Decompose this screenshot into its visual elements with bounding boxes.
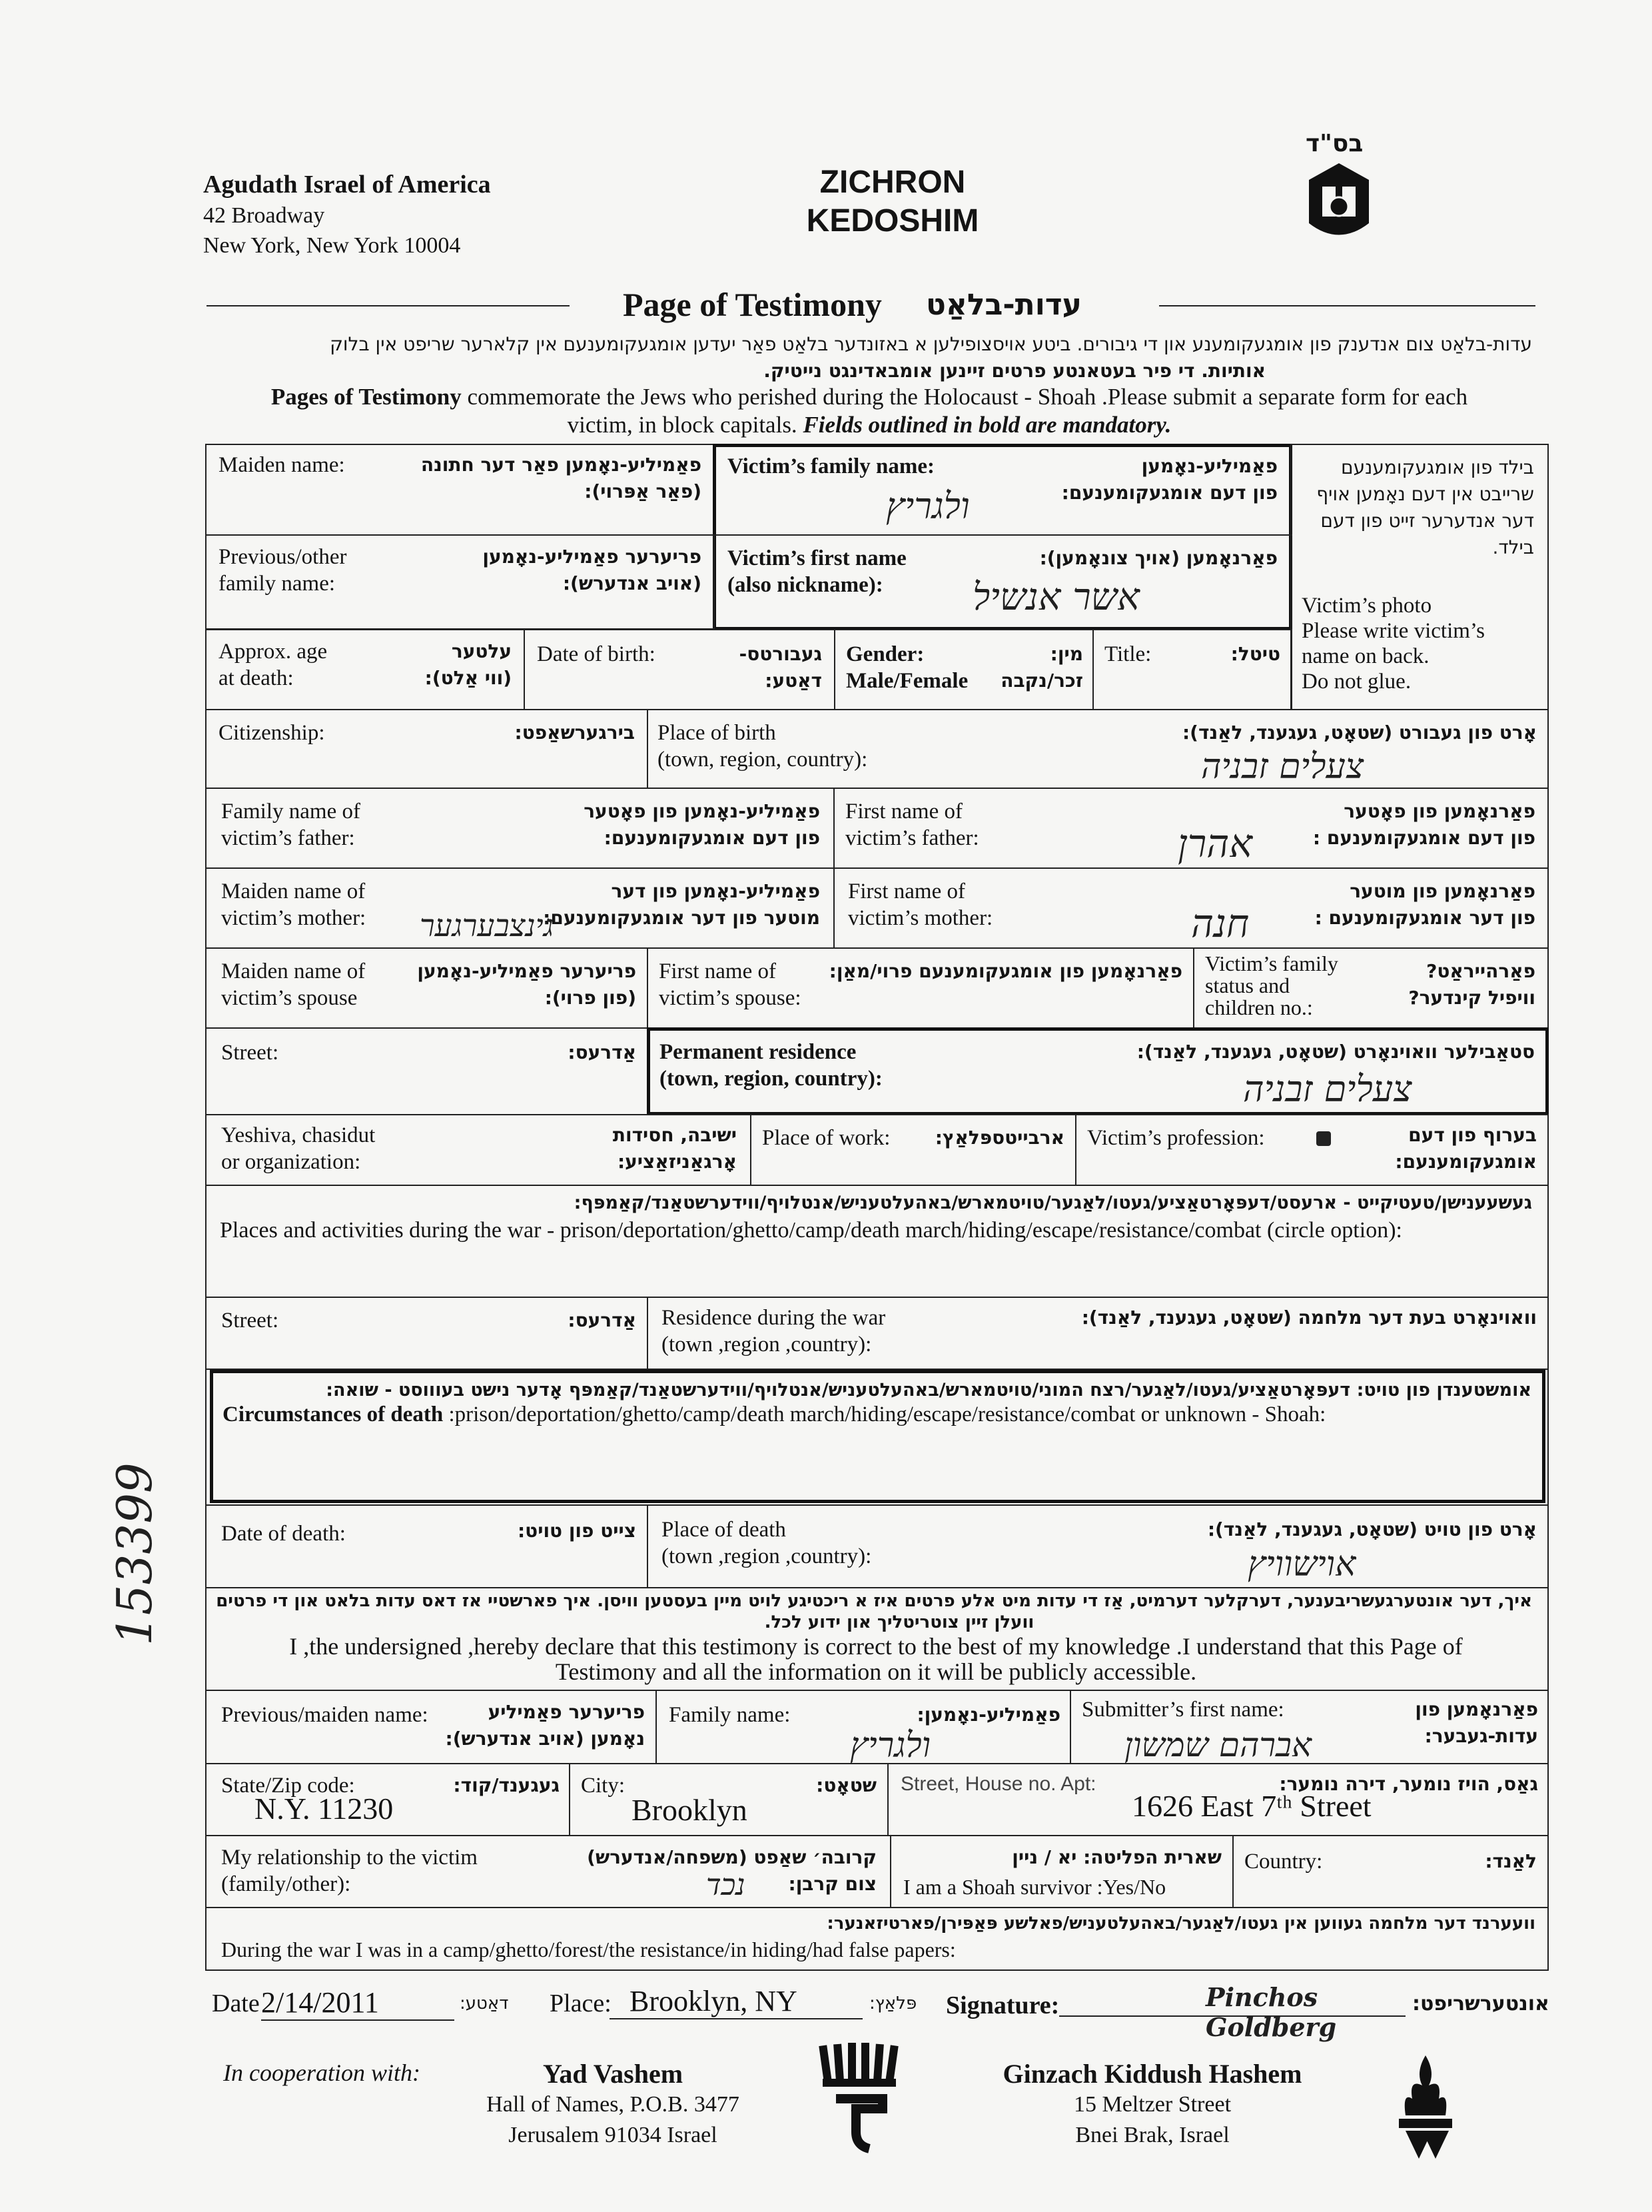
- declaration-hebrew-line1: איך, דער אונטערגעשריבענער, דערקלער דערמיט, אַז די עדות מיט אלע פרטים איז א ריכטיגע לויט מיין בעסטען וויסן. איך פארשטיי אז דאס עדות בלאט און די פרטים: [216, 1591, 1532, 1611]
- relationship-value: נכד: [706, 1868, 745, 1902]
- mother-first-name-value: חנה: [1191, 901, 1250, 946]
- cooperation-label: In cooperation with:: [223, 2059, 420, 2086]
- intro-line2: victim, in block capitals.: [567, 412, 803, 438]
- place-of-death-field[interactable]: Place of death (town ,region ,country): אָרט פון טויט (שטאָט, געגענד, לאַנד): אוישוויץ: [647, 1504, 1549, 1588]
- declaration-text: I ,the undersigned ,hereby declare that this testimony is correct to the best of my knowledge .I understand that this Page of Testimony and all the information on it will be publicly accessible.: [289, 1633, 1463, 1685]
- date-of-birth-field[interactable]: Date of birth: געבורטס- דאַטע:: [524, 629, 835, 710]
- victim-photo-area[interactable]: בילד פון אומגעקומענעם שרייבט אין דעם נאָמען אויף דער אנדערער זייט פון דעם בילד. Victim’s photo Please write victim’s name on back. Do not glue.: [1290, 444, 1549, 710]
- signature-label-hebrew: אונטערשריפט:: [1412, 1992, 1549, 2015]
- signature-line[interactable]: [1059, 1982, 1406, 2042]
- org-address-line2: New York, New York 10004: [203, 233, 461, 258]
- place-of-birth-field[interactable]: Place of birth (town, region, country): אָרט פון געבורט (שטאָט, געגענד, לאַנד): צעלים זבניה: [647, 709, 1549, 789]
- spouse-maiden-name-field[interactable]: Maiden name of victim’s spouse פריערער פאַמיליע-נאָמען (פון פרוי):: [205, 947, 648, 1029]
- submitter-family-name-value: ולגריץ: [850, 1726, 931, 1766]
- family-status-field[interactable]: Victim’s family status and children no.: פאַרהייראַט? וויפיל קינדער?: [1193, 947, 1549, 1029]
- mother-first-name-field[interactable]: First name of victim’s mother: פאַרנאָמען פון מוטער פון דער אומגעקומענעם : חנה: [833, 867, 1549, 949]
- date-of-death-field[interactable]: Date of death: צייט פון טויט:: [205, 1504, 648, 1588]
- page-title-hebrew: עדות-בלאַט: [926, 288, 1082, 322]
- submitter-first-name-value: אברהם שמשון: [1124, 1726, 1312, 1764]
- submitter-war-field[interactable]: וועערנד דער מלחמה געווען אין געטו/לאַגער/באהעלטעניש/פאלשע פּאַפּירן/פארטיזאנער: During the war I was in a camp/ghetto/forest/the resistance/in hiding/had false papers:: [205, 1907, 1549, 1971]
- father-first-name-value: אהרן: [1178, 821, 1253, 866]
- agudah-logo: [1302, 160, 1376, 247]
- country-field[interactable]: Country: לאַנד:: [1232, 1835, 1549, 1908]
- permanent-residence-value: צעלים זבניה: [1243, 1068, 1412, 1110]
- form-title: [759, 163, 1026, 241]
- yad-vashem-logo: [816, 2039, 903, 2155]
- circumstances-of-death-field[interactable]: אומשטענדן פון טויט: דעפּאָרטאַציע/געטו/לאַגער/רצח המוני/טויטמארש/באהעלטעניש/אנטלויף/ווידערשטאַנד/קאַמפּף אָדער נישט בעוווסט - שואה: Circumstances of death :prison/deportation/ghetto/camp/death march/hiding/escape/resistance/combat or unknown - Shoah:: [210, 1370, 1545, 1503]
- previous-family-name-field[interactable]: Previous/other family name: פריערער פאַמיליע-נאָמען (אויב אנדערש):: [205, 534, 715, 630]
- yeshiva-field[interactable]: Yeshiva, chasidut or organization: ישיבה, חסידות אָרגאַניזאַציע:: [205, 1114, 751, 1186]
- mother-maiden-name-value: גינצבערגער: [420, 907, 554, 943]
- page-title: Page of Testimony: [623, 286, 882, 323]
- maiden-name-field[interactable]: Maiden name: פאַמיליע-נאָמען פאַר דער חתונה (פאַר אַפּרוי):: [205, 444, 715, 536]
- ginzach-logo: [1389, 2052, 1462, 2162]
- intro-mandatory: Fields outlined in bold are mandatory.: [803, 412, 1172, 438]
- ginzach-name: Ginzach Kiddush Hashem: [1003, 2059, 1302, 2089]
- intro-hebrew-line2: אותיות. די פיר בעטאנטע פרטים זיינען אומבאדינגט נייטיק.: [763, 360, 1266, 382]
- intro-text: [220, 383, 1519, 439]
- yad-vashem-block: [466, 2059, 759, 2151]
- submitter-previous-name-field[interactable]: Previous/maiden name: פריערער פאַמיליע נאָמען (אויב אנדערש):: [205, 1690, 657, 1764]
- bsd-mark: בס"ד: [1306, 130, 1364, 157]
- war-street-field[interactable]: Street: אַדרעס:: [205, 1297, 648, 1370]
- city-value: Brooklyn: [631, 1793, 747, 1827]
- place-of-work-field[interactable]: Place of work: ארבייטספּלאַץ:: [750, 1114, 1076, 1186]
- permanent-residence-field[interactable]: Permanent residence (town, region, country): סטאַבילער וואוינאָרט (שטאָט, געגענד, לאַנד): צעלים זבניה: [647, 1027, 1549, 1115]
- place-of-death-value: אוישוויץ: [1248, 1544, 1356, 1584]
- street-address-field[interactable]: Street, House no. Apt: גאַס, הויז נומער, דירה נומער: 1626 East 7ᵗʰ Street: [887, 1763, 1549, 1836]
- victim-first-name-field[interactable]: Victim’s first name (also nickname): פאַרנאָמען (אויך צונאָמען): אשר אנשיל: [727, 546, 1278, 619]
- submitter-family-name-field[interactable]: Family name: פאַמיליע-נאָמען: ולגריץ: [655, 1690, 1071, 1764]
- war-residence-field[interactable]: Residence during the war (town ,region ,country): וואוינאָרט בעת דער מלחמה (שטאָט, געגענד, לאַנד):: [647, 1297, 1549, 1370]
- survivor-field[interactable]: שארית הפליטה: יא / ניין I am a Shoah survivor :Yes/No: [890, 1835, 1234, 1908]
- intro-bold: Pages of Testimony: [270, 384, 462, 410]
- yad-vashem-address2: Jerusalem 91034 Israel: [508, 2123, 717, 2147]
- state-zip-value: N.Y. 11230: [254, 1792, 394, 1826]
- place-label-hebrew: פּלאַץ:: [869, 1993, 917, 2013]
- date-label-hebrew: דאַטע:: [460, 1993, 509, 2013]
- yad-vashem-name: Yad Vashem: [542, 2059, 683, 2089]
- declaration-hebrew-line2: וועלן זיין צוטריטליך און ידוע לכל.: [764, 1612, 1034, 1632]
- relationship-field[interactable]: My relationship to the victim (family/other): קרובה׳ שאַפט (משפחה/אנדערש) צום קרבן: נכד: [205, 1835, 891, 1908]
- yad-vashem-address1: Hall of Names, P.O.B. 3477: [486, 2092, 739, 2117]
- date-label: Date: [212, 1989, 260, 2017]
- mother-maiden-name-field[interactable]: Maiden name of victim’s mother: פאַמיליע-נאָמען פון דער מוטער פון דער אומגעקומענעם: גינצבערגער: [205, 867, 835, 949]
- date-value[interactable]: 2/14/2011: [261, 1985, 454, 2021]
- street-address-value: 1626 East 7ᵗʰ Street: [1132, 1789, 1372, 1823]
- gender-field[interactable]: Gender: Male/Female מין: זכר/נקבה: [834, 629, 1094, 710]
- age-at-death-field[interactable]: Approx. age at death: עלטער (ווי אַלט):: [205, 629, 525, 710]
- profession-field[interactable]: Victim’s profession: בערוף פון דעם אומגעקומענעם:: [1075, 1114, 1549, 1186]
- signature-label: Signature:: [946, 1991, 1060, 2019]
- state-zip-field[interactable]: State/Zip code: געגענד/קוד: N.Y. 11230: [205, 1763, 570, 1836]
- victim-family-name-field[interactable]: Victim’s family name: פאַמיליע-נאָמען פון דעם אומגעקומענעם: ולגריץ: [713, 444, 1292, 536]
- citizenship-field[interactable]: Citizenship: בירגערשאַפט:: [205, 709, 648, 789]
- ginzach-address2: Bnei Brak, Israel: [1075, 2123, 1230, 2147]
- margin-reference-number: 153399: [107, 1462, 163, 1646]
- place-value[interactable]: Brooklyn, NY: [610, 1984, 863, 2019]
- ginzach-address1: 15 Meltzer Street: [1073, 2092, 1232, 2117]
- city-field[interactable]: City: שטאָט: Brooklyn: [569, 1763, 889, 1836]
- war-activities-field[interactable]: געשעענישן/טעטיקייט - ארעסט/דעפּאָרטאַציע/געטו/לאַגער/טויטמארש/באהעלטעניש/אנטלויף/ווידערשטאַנד/קאַמפּף: Places and activities during the war - prison/deportation/ghetto/camp/death march/hiding/escape/resistance/combat (circle option):: [205, 1185, 1549, 1298]
- father-first-name-field[interactable]: First name of victim’s father: פאַרנאָמען פון פאָטער פון דעם אומגעקומענעם : אהרן: [833, 788, 1549, 869]
- intro-rest: commemorate the Jews who perished during the Holocaust - Shoah .Please submit a separate form for each: [461, 384, 1468, 410]
- father-family-name-field[interactable]: Family name of victim’s father: פאַמיליע-נאָמען פון פאָטער פון דעם אומגעקומענעם:: [205, 788, 835, 869]
- spouse-first-name-field[interactable]: First name of victim’s spouse: פאַרנאָמען פון אומגעקומענעם פרוי/מאַן:: [647, 947, 1194, 1029]
- victim-first-name-value: אשר אנשיל: [973, 576, 1140, 619]
- org-name: Agudath Israel of America: [203, 171, 491, 199]
- place-label: Place:: [550, 1989, 612, 2017]
- victim-family-name-value: ולגריץ: [886, 485, 970, 527]
- title-field[interactable]: Title: טיטל:: [1092, 629, 1292, 710]
- place-of-birth-value: צעלים זבניה: [1201, 747, 1364, 787]
- ink-mark: [1316, 1131, 1331, 1146]
- org-address-line1: 42 Broadway: [203, 203, 325, 228]
- form-title-line2: KEDOSHIM: [806, 203, 979, 239]
- signature-value: Pinchos Goldberg: [1206, 1982, 1337, 2042]
- street-field[interactable]: Street: אַדרעס:: [205, 1027, 648, 1115]
- intro-hebrew-line1: עדות-בלאַט צום אנדענק פון אומגעקומענע און די גיבורים. ביטע אויסצופילען א באזונדער בלאַט פאַר יעדען אומגעקומענעם אין קלארער שריפט אין בלוק: [330, 333, 1532, 355]
- ginzach-block: [973, 2059, 1332, 2151]
- submitter-first-name-field[interactable]: Submitter’s first name: פאַרנאָמען פון עדות-געבער: אברהם שמשון: [1070, 1690, 1549, 1764]
- form-title-line1: ZICHRON: [819, 165, 966, 200]
